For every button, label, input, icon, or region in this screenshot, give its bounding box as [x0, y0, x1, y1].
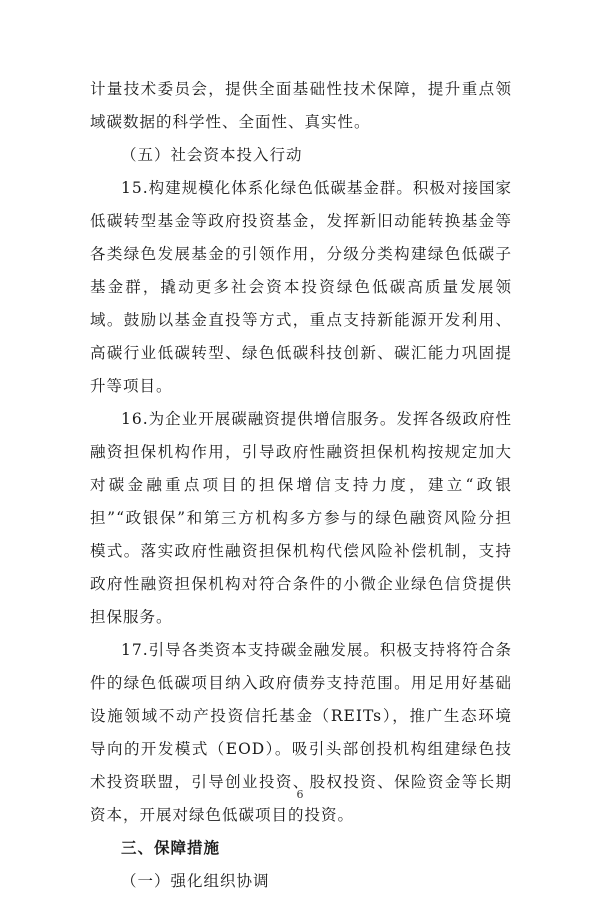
paragraph-item-17: 17.引导各类资本支持碳金融发展。积极支持将符合条件的绿色低碳项目纳入政府债券支持范围。用足用好基础设施领域不动产投资信托基金（REITs），推广生态环境导向的开发模式（EOD）。吸引头部创投机构组建绿色技术投资联盟，引导创业投资、股权投资、保险资金等长期资本，开展对绿色低碳项目的投资。 — [90, 641, 512, 824]
body-text — [90, 73, 512, 898]
subheading-coordination: （一）强化组织协调 — [121, 872, 270, 890]
paragraph-item-15: 15.构建规模化体系化绿色低碳基金群。积极对接国家低碳转型基金等政府投资基金，发挥新旧动能转换基金等各类绿色发展基金的引领作用，分级分类构建绿色低碳子基金群，撬动更多社会资本投资绿色低碳高质量发展领域。鼓励以基金直投等方式，重点支持新能源开发利用、高碳行业低碳转型、绿色低碳科技创新、碳汇能力巩固提升等项目。 — [90, 179, 512, 395]
paragraph-continuation: 计量技术委员会，提供全面基础性技术保障，提升重点领域碳数据的科学性、全面性、真实性。 — [90, 80, 512, 131]
section-heading-safeguards: 三、保障措施 — [121, 839, 221, 857]
subheading-social-capital: （五）社会资本投入行动 — [121, 146, 303, 164]
page-number: 6 — [296, 788, 304, 801]
paragraph-item-16: 16.为企业开展碳融资提供增信服务。发挥各级政府性融资担保机构作用，引导政府性融资担保机构按规定加大对碳金融重点项目的担保增信支持力度，建立“政银担”“政银保”和第三方机构多方参与的绿色融资风险分担模式。落实政府性融资担保机构代偿风险补偿机制，支持政府性融资担保机构对符合条件的小微企业绿色信贷提供担保服务。 — [90, 410, 512, 626]
